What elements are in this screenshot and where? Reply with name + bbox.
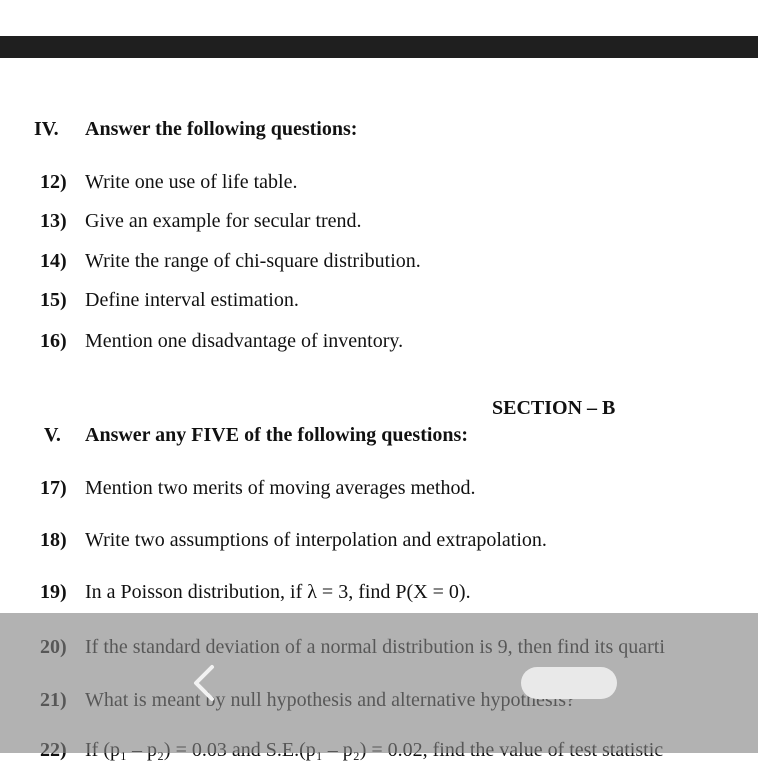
question-text: Give an example for secular trend. [85,210,362,232]
navigation-overlay [0,613,758,753]
section-label: V. [44,424,61,446]
question-text: Mention two merits of moving averages method. [85,477,476,499]
question-number: 19) [40,581,67,603]
question-text: Mention one disadvantage of inventory. [85,330,404,352]
question-number: 16) [40,330,67,352]
chevron-left-icon[interactable] [190,663,218,703]
pill-handle-icon[interactable] [521,667,617,699]
section-heading-text: Answer any FIVE of the following questions: [85,424,468,446]
question-number: 14) [40,250,67,272]
question-number: 13) [40,210,67,232]
question-text: In a Poisson distribution, if λ = 3, find P(X = 0). [85,581,471,603]
question-number: 18) [40,529,67,551]
top-dark-bar [0,36,758,58]
question-text: Write two assumptions of interpolation and extrapolation. [85,529,547,551]
question-number: 17) [40,477,67,499]
section-label: IV. [34,118,59,140]
question-number: 15) [40,289,67,311]
question-text: Write the range of chi-square distribution. [85,250,421,272]
question-number: 12) [40,171,67,193]
question-text: Write one use of life table. [85,171,298,193]
question-text: Define interval estimation. [85,289,299,311]
section-b-title: SECTION – B [492,397,616,419]
section-heading-text: Answer the following questions: [85,118,358,140]
